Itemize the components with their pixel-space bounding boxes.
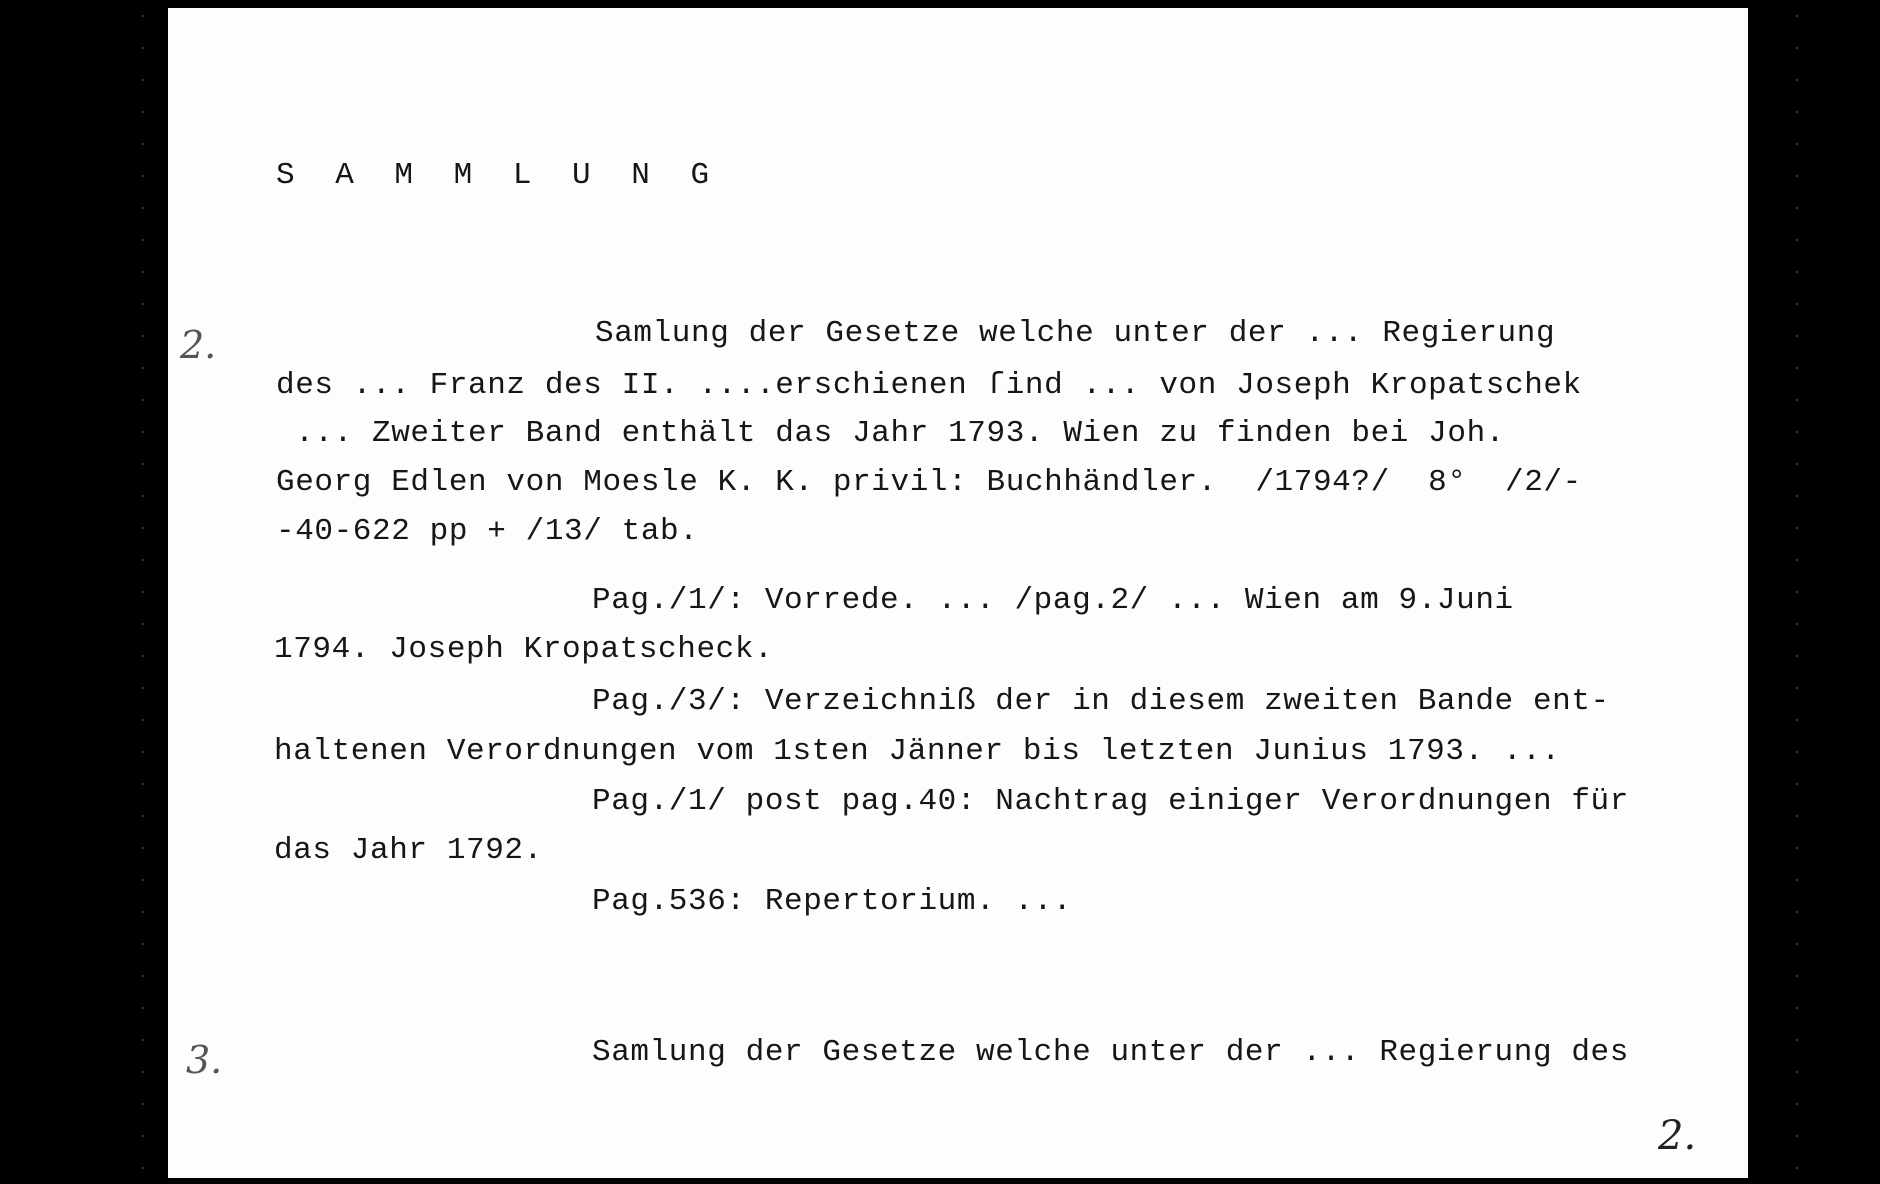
entry-2-line-5: -40-622 pp + /13/ tab. — [276, 514, 699, 549]
card-number: 2. — [1658, 1113, 1697, 1159]
entry-2-note-2: 1794. Joseph Kropatscheck. — [274, 632, 774, 667]
entry-3-line-1: Samlung der Gesetze welche unter der ... Regierung des — [592, 1035, 1629, 1070]
entry-2-note-7: Pag.536: Repertorium. ... — [592, 884, 1073, 919]
entry-2-note-4: haltenen Verordnungen vom 1sten Jänner bis letzten Junius 1793. ... — [274, 734, 1561, 769]
entry-2-note-3: Pag./3/: Verzeichniß der in diesem zweiten Bande ent- — [592, 684, 1610, 719]
entry-2-line-4: Georg Edlen von Moesle K. K. privil: Buchhändler. /1794?/ 8° /2/- — [276, 465, 1582, 500]
entry-2-line-3: ... Zweiter Band enthält das Jahr 1793. Wien zu finden bei Joh. — [276, 416, 1505, 451]
entry-2-line-2: des ... Franz des II. ....erschienen ſind ... von Joseph Kropatschek — [276, 368, 1582, 403]
entry-number-3: 3. — [186, 1038, 223, 1082]
catalog-card — [168, 8, 1748, 1178]
entry-2-note-5: Pag./1/ post pag.40: Nachtrag einiger Verordnungen für — [592, 784, 1629, 819]
entry-2-note-1: Pag./1/: Vorrede. ... /pag.2/ ... Wien am 9.Juni — [592, 583, 1514, 618]
entry-number-2: 2. — [180, 323, 217, 367]
left-edge-strip — [138, 0, 148, 1184]
entry-2-line-1: Samlung der Gesetze welche unter der ... Regierung — [595, 316, 1556, 351]
entry-2-note-6: das Jahr 1792. — [274, 833, 543, 868]
right-edge-strip — [1792, 0, 1802, 1184]
card-heading: S A M M L U N G — [276, 158, 721, 193]
